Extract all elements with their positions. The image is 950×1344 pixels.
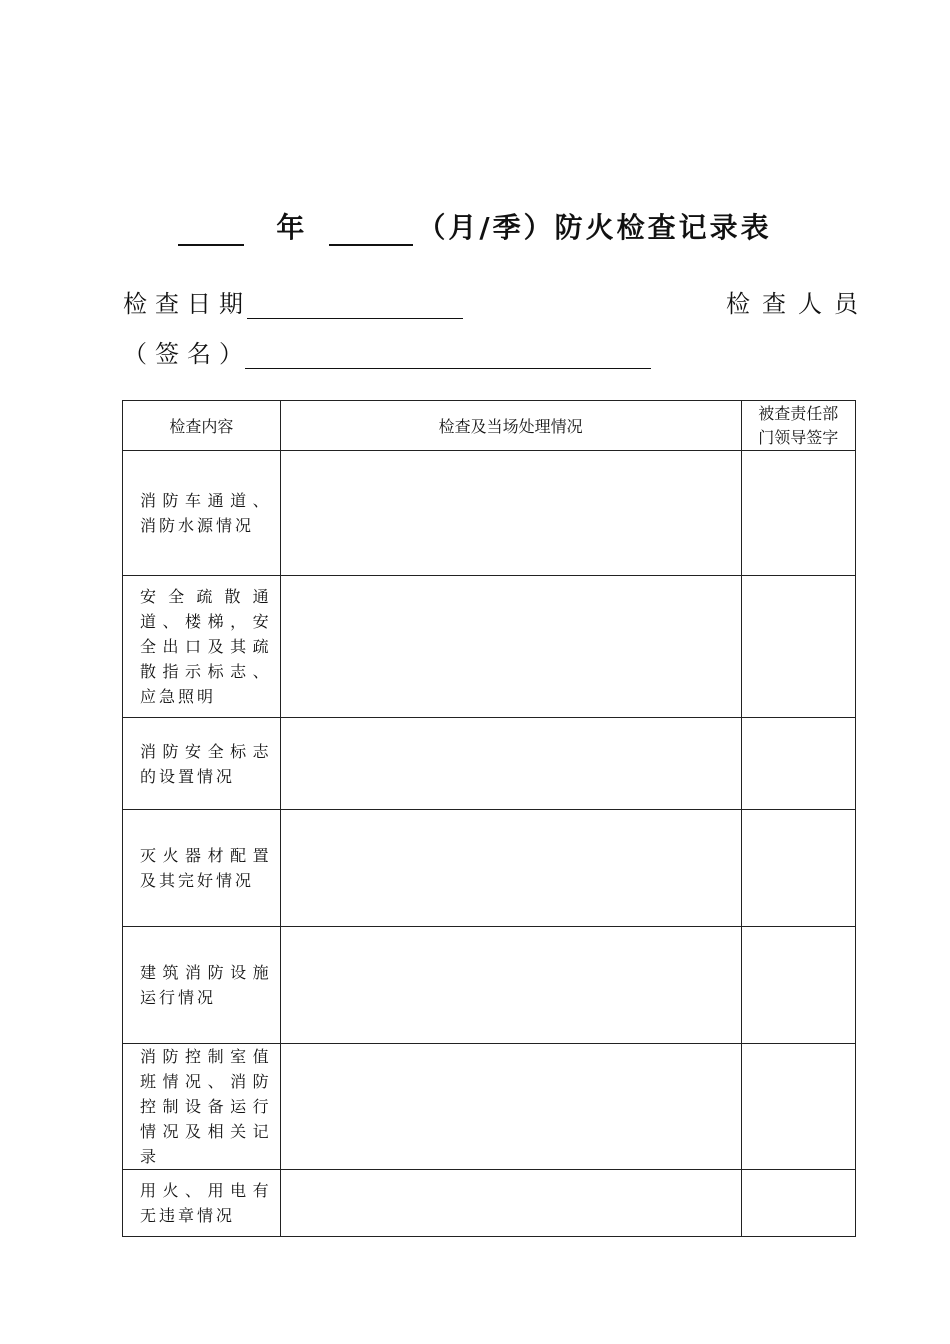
- signature-field[interactable]: [245, 342, 651, 369]
- row-result-cell[interactable]: [280, 451, 741, 576]
- row-result-cell[interactable]: [280, 1044, 741, 1170]
- date-label: 检查日期: [123, 290, 251, 318]
- row-item: 消防车通道、消防水源情况: [123, 451, 281, 576]
- row-signature-cell[interactable]: [741, 810, 855, 927]
- row-item: 安全疏散通道、楼梯，安全出口及其疏散指示标志、应急照明: [123, 576, 281, 718]
- row-result-cell[interactable]: [280, 1170, 741, 1237]
- header-content: 检查内容: [123, 401, 281, 451]
- table-row: [123, 718, 856, 810]
- header-signature: 被查责任部门领导签字: [741, 401, 855, 451]
- date-field[interactable]: [247, 292, 463, 319]
- year-blank[interactable]: [178, 214, 244, 246]
- row-result-cell[interactable]: [280, 927, 741, 1044]
- period-blank[interactable]: [329, 214, 413, 246]
- date-line: [123, 284, 463, 319]
- row-item: 灭火器材配置及其完好情况: [123, 810, 281, 927]
- signature-label: （签名）: [123, 340, 251, 368]
- row-signature-cell[interactable]: [741, 718, 855, 810]
- table-row: [123, 451, 856, 576]
- row-result-cell[interactable]: [280, 576, 741, 718]
- row-signature-cell[interactable]: [741, 1170, 855, 1237]
- header-result: 检查及当场处理情况: [280, 401, 741, 451]
- row-signature-cell[interactable]: [741, 927, 855, 1044]
- year-label: 年: [276, 211, 308, 244]
- inspector-label: 检查人员: [726, 290, 870, 318]
- row-item: 消防安全标志的设置情况: [123, 718, 281, 810]
- table-row: [123, 810, 856, 927]
- row-item: 消防控制室值班情况、消防控制设备运行情况及相关记录: [123, 1044, 281, 1170]
- row-result-cell[interactable]: [280, 718, 741, 810]
- inspection-table: [122, 400, 856, 1237]
- row-item: 建筑消防设施运行情况: [123, 927, 281, 1044]
- table-header-row: [123, 401, 856, 451]
- table-row: [123, 1044, 856, 1170]
- row-signature-cell[interactable]: [741, 576, 855, 718]
- row-result-cell[interactable]: [280, 810, 741, 927]
- table-row: [123, 927, 856, 1044]
- row-signature-cell[interactable]: [741, 1044, 855, 1170]
- signature-line: [123, 334, 651, 369]
- table-row: [123, 1170, 856, 1237]
- title-text: （月/季）防火检查记录表: [417, 211, 772, 244]
- row-signature-cell[interactable]: [741, 451, 855, 576]
- table-row: [123, 576, 856, 718]
- row-item: 用火、用电有无违章情况: [123, 1170, 281, 1237]
- page-title: [0, 206, 950, 246]
